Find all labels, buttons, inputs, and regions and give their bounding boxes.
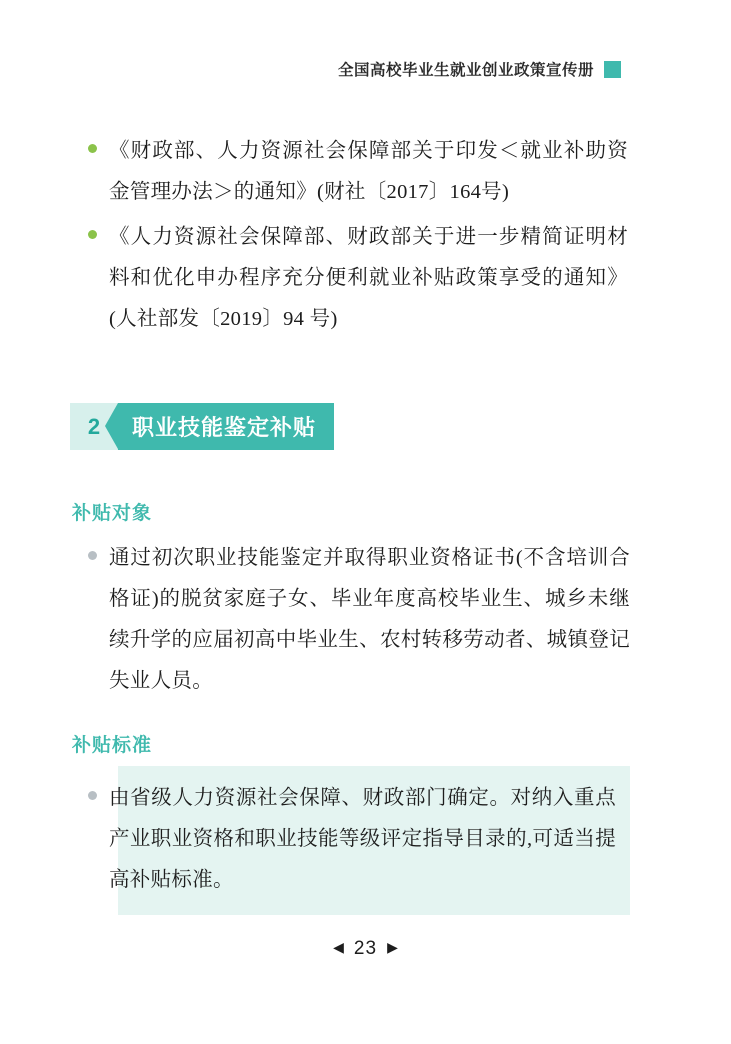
header-square-icon [604,61,621,78]
page-footer [0,938,731,960]
section-title-box [118,403,334,450]
bullet-dot-icon [88,791,97,800]
list-item-text: 《人力资源社会保障部、财政部关于进一步精简证明材料和优化申办程序充分便利就业补贴政策享受的通知》(人社部发〔2019〕94 号) [109,226,628,330]
list-item-text: 《财政部、人力资源社会保障部关于印发＜就业补助资金管理办法＞的通知》(财社〔2017〕164号) [109,140,628,203]
list-item-text: 由省级人力资源社会保障、财政部门确定。对纳入重点产业职业资格和职业技能等级评定指导目录的,可适当提高补贴标准。 [109,787,616,891]
subsection-body-standard [109,766,630,915]
list-item [88,131,628,213]
section-title: 职业技能鉴定补贴 [132,415,317,440]
page-header [338,58,621,80]
section-number: 2 [87,413,101,439]
next-page-arrow-icon[interactable]: ▶ [387,941,398,956]
subsection-heading-target: 补贴对象 [72,503,153,524]
page-number: 23 [353,938,378,959]
list-item [88,538,630,702]
previous-page-arrow-icon[interactable]: ◀ [333,941,344,956]
header-title: 全国高校毕业生就业创业政策宣传册 [337,62,594,79]
list-item-text: 通过初次职业技能鉴定并取得职业资格证书(不含培训合格证)的脱贫家庭子女、毕业年度高校毕业生、城乡未继续升学的应届初高中毕业生、农村转移劳动者、城镇登记失业人员。 [109,547,630,692]
subsection-heading-standard: 补贴标准 [72,735,153,756]
list-item [109,778,616,901]
section-heading-banner [70,403,334,450]
subsection-body-target [88,538,630,706]
reference-document-list [88,131,628,344]
bullet-dot-icon [88,144,97,153]
bullet-dot-icon [88,551,97,560]
list-item [88,217,628,340]
bullet-dot-icon [88,230,97,239]
